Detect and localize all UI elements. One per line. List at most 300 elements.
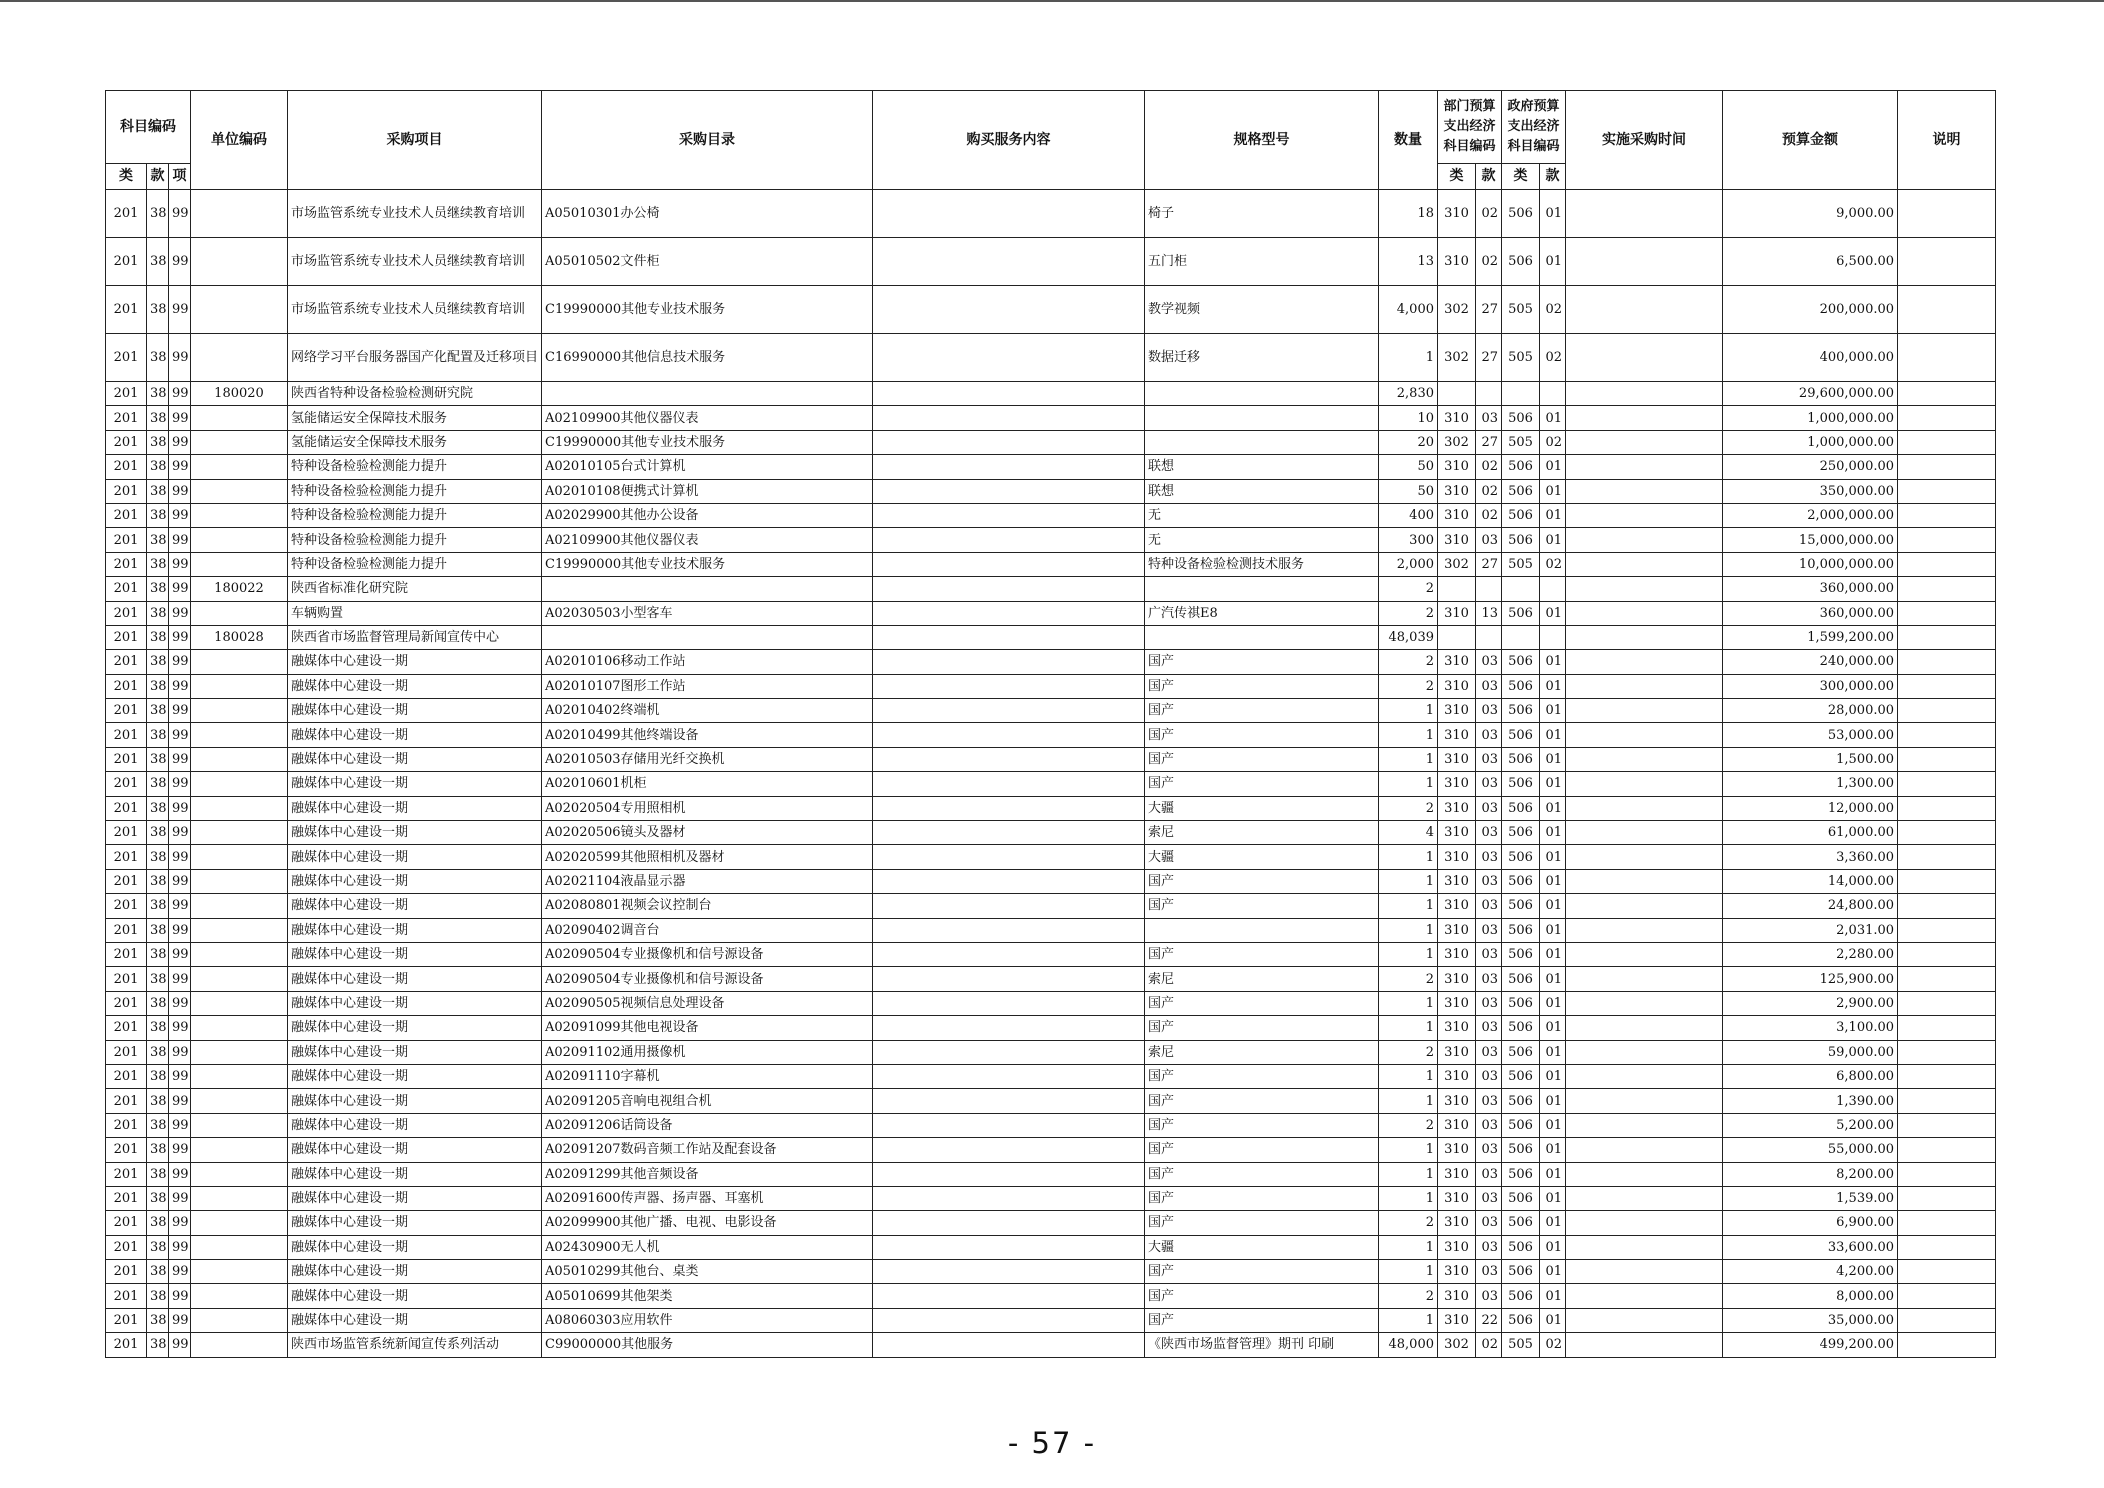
cell-amount: 360,000.00 xyxy=(1723,601,1898,625)
cell-xiang: 99 xyxy=(169,1211,191,1235)
cell-project: 氢能储运安全保障技术服务 xyxy=(288,430,542,454)
cell-note xyxy=(1898,1089,1996,1113)
cell-lei: 201 xyxy=(106,577,147,601)
cell-dept-kuan xyxy=(1476,577,1502,601)
cell-kuan: 38 xyxy=(147,528,169,552)
cell-gov-kuan: 01 xyxy=(1540,699,1566,723)
cell-dept-lei: 310 xyxy=(1438,1284,1476,1308)
cell-dept-lei: 310 xyxy=(1438,723,1476,747)
cell-note xyxy=(1898,238,1996,286)
cell-qty: 2 xyxy=(1379,650,1438,674)
cell-service xyxy=(873,699,1145,723)
cell-note xyxy=(1898,1260,1996,1284)
cell-gov-lei: 505 xyxy=(1502,552,1540,576)
cell-amount: 2,900.00 xyxy=(1723,991,1898,1015)
cell-gov-lei: 506 xyxy=(1502,1235,1540,1259)
cell-unit-code xyxy=(191,1138,288,1162)
cell-gov-lei xyxy=(1502,577,1540,601)
table-row xyxy=(106,918,1996,942)
cell-amount: 3,100.00 xyxy=(1723,1016,1898,1040)
cell-gov-kuan: 01 xyxy=(1540,1138,1566,1162)
cell-spec: 国产 xyxy=(1145,772,1379,796)
cell-dept-lei: 310 xyxy=(1438,967,1476,991)
cell-dept-lei: 310 xyxy=(1438,674,1476,698)
cell-lei: 201 xyxy=(106,1186,147,1210)
cell-gov-kuan: 01 xyxy=(1540,918,1566,942)
cell-project: 融媒体中心建设一期 xyxy=(288,1284,542,1308)
cell-spec xyxy=(1145,430,1379,454)
cell-dept-lei: 310 xyxy=(1438,479,1476,503)
cell-catalog: A05010502文件柜 xyxy=(542,238,873,286)
cell-gov-kuan: 01 xyxy=(1540,406,1566,430)
cell-project: 融媒体中心建设一期 xyxy=(288,967,542,991)
cell-catalog: A02010106移动工作站 xyxy=(542,650,873,674)
cell-service xyxy=(873,650,1145,674)
cell-lei: 201 xyxy=(106,1260,147,1284)
cell-spec xyxy=(1145,406,1379,430)
cell-unit-code xyxy=(191,1040,288,1064)
cell-amount: 29,600,000.00 xyxy=(1723,382,1898,406)
cell-qty: 1 xyxy=(1379,747,1438,771)
table-row xyxy=(106,503,1996,527)
cell-gov-kuan: 01 xyxy=(1540,869,1566,893)
cell-dept-lei: 310 xyxy=(1438,1162,1476,1186)
cell-qty: 1 xyxy=(1379,1064,1438,1088)
cell-service xyxy=(873,845,1145,869)
cell-gov-kuan: 01 xyxy=(1540,821,1566,845)
cell-gov-kuan: 01 xyxy=(1540,1089,1566,1113)
cell-gov-kuan: 01 xyxy=(1540,674,1566,698)
cell-qty: 4 xyxy=(1379,821,1438,845)
cell-service xyxy=(873,1162,1145,1186)
cell-lei: 201 xyxy=(106,625,147,649)
cell-dept-kuan: 27 xyxy=(1476,552,1502,576)
cell-service xyxy=(873,1113,1145,1137)
cell-xiang: 99 xyxy=(169,772,191,796)
cell-kuan: 38 xyxy=(147,942,169,966)
cell-kuan: 38 xyxy=(147,286,169,334)
cell-spec: 《陕西市场监督管理》期刊 印刷 xyxy=(1145,1333,1379,1357)
cell-kuan: 38 xyxy=(147,601,169,625)
cell-gov-kuan: 01 xyxy=(1540,238,1566,286)
cell-kuan: 38 xyxy=(147,918,169,942)
cell-amount: 6,500.00 xyxy=(1723,238,1898,286)
cell-qty: 1 xyxy=(1379,845,1438,869)
cell-unit-code xyxy=(191,503,288,527)
header-service: 购买服务内容 xyxy=(873,91,1145,190)
header-project: 采购项目 xyxy=(288,91,542,190)
cell-qty: 1 xyxy=(1379,772,1438,796)
cell-project: 融媒体中心建设一期 xyxy=(288,1260,542,1284)
cell-amount: 6,800.00 xyxy=(1723,1064,1898,1088)
cell-unit-code xyxy=(191,1260,288,1284)
cell-spec: 国产 xyxy=(1145,1138,1379,1162)
cell-unit-code xyxy=(191,455,288,479)
cell-service xyxy=(873,942,1145,966)
cell-gov-lei: 506 xyxy=(1502,991,1540,1015)
cell-time xyxy=(1566,625,1723,649)
cell-qty: 2,830 xyxy=(1379,382,1438,406)
cell-dept-kuan: 03 xyxy=(1476,1040,1502,1064)
cell-lei: 201 xyxy=(106,1138,147,1162)
cell-catalog: A02099900其他广播、电视、电影设备 xyxy=(542,1211,873,1235)
cell-catalog: A02020506镜头及器材 xyxy=(542,821,873,845)
cell-project: 市场监管系统专业技术人员继续教育培训 xyxy=(288,286,542,334)
cell-catalog: A02091206话筒设备 xyxy=(542,1113,873,1137)
table-row xyxy=(106,821,1996,845)
cell-dept-kuan xyxy=(1476,625,1502,649)
cell-note xyxy=(1898,577,1996,601)
cell-note xyxy=(1898,1064,1996,1088)
cell-service xyxy=(873,723,1145,747)
cell-note xyxy=(1898,723,1996,747)
cell-catalog xyxy=(542,577,873,601)
cell-catalog: C19990000其他专业技术服务 xyxy=(542,552,873,576)
table-row xyxy=(106,1186,1996,1210)
cell-note xyxy=(1898,382,1996,406)
cell-gov-kuan: 01 xyxy=(1540,1016,1566,1040)
cell-xiang: 99 xyxy=(169,674,191,698)
cell-xiang: 99 xyxy=(169,552,191,576)
cell-gov-lei xyxy=(1502,625,1540,649)
cell-kuan: 38 xyxy=(147,1162,169,1186)
cell-dept-kuan: 03 xyxy=(1476,918,1502,942)
cell-dept-kuan: 13 xyxy=(1476,601,1502,625)
table-row xyxy=(106,1113,1996,1137)
cell-project: 融媒体中心建设一期 xyxy=(288,991,542,1015)
cell-time xyxy=(1566,674,1723,698)
cell-spec: 国产 xyxy=(1145,942,1379,966)
cell-gov-kuan: 02 xyxy=(1540,1333,1566,1357)
cell-unit-code xyxy=(191,991,288,1015)
cell-time xyxy=(1566,238,1723,286)
cell-lei: 201 xyxy=(106,796,147,820)
cell-dept-kuan: 03 xyxy=(1476,1284,1502,1308)
cell-dept-lei: 310 xyxy=(1438,1308,1476,1332)
cell-spec: 国产 xyxy=(1145,894,1379,918)
cell-kuan: 38 xyxy=(147,1260,169,1284)
cell-lei: 201 xyxy=(106,942,147,966)
cell-gov-lei: 506 xyxy=(1502,699,1540,723)
cell-xiang: 99 xyxy=(169,1308,191,1332)
cell-note xyxy=(1898,190,1996,238)
cell-kuan: 38 xyxy=(147,869,169,893)
cell-qty: 400 xyxy=(1379,503,1438,527)
table-row xyxy=(106,528,1996,552)
table-row xyxy=(106,1016,1996,1040)
cell-dept-kuan: 03 xyxy=(1476,699,1502,723)
cell-note xyxy=(1898,869,1996,893)
cell-spec: 无 xyxy=(1145,503,1379,527)
cell-service xyxy=(873,1308,1145,1332)
cell-project: 融媒体中心建设一期 xyxy=(288,1064,542,1088)
cell-dept-lei: 310 xyxy=(1438,821,1476,845)
cell-service xyxy=(873,238,1145,286)
cell-xiang: 99 xyxy=(169,455,191,479)
table-row xyxy=(106,190,1996,238)
cell-spec xyxy=(1145,625,1379,649)
cell-gov-lei: 506 xyxy=(1502,238,1540,286)
cell-xiang: 99 xyxy=(169,699,191,723)
cell-gov-lei: 506 xyxy=(1502,1113,1540,1137)
cell-amount: 6,900.00 xyxy=(1723,1211,1898,1235)
cell-gov-lei: 506 xyxy=(1502,967,1540,991)
cell-amount: 59,000.00 xyxy=(1723,1040,1898,1064)
cell-gov-lei: 506 xyxy=(1502,796,1540,820)
cell-dept-kuan: 03 xyxy=(1476,1016,1502,1040)
cell-gov-kuan: 01 xyxy=(1540,1308,1566,1332)
cell-time xyxy=(1566,1186,1723,1210)
cell-lei: 201 xyxy=(106,747,147,771)
cell-gov-kuan: 01 xyxy=(1540,723,1566,747)
table-row xyxy=(106,479,1996,503)
cell-time xyxy=(1566,190,1723,238)
cell-unit-code xyxy=(191,1016,288,1040)
cell-spec: 无 xyxy=(1145,528,1379,552)
cell-amount: 2,280.00 xyxy=(1723,942,1898,966)
cell-project: 融媒体中心建设一期 xyxy=(288,650,542,674)
cell-dept-lei: 310 xyxy=(1438,650,1476,674)
cell-dept-kuan: 03 xyxy=(1476,1113,1502,1137)
table-row xyxy=(106,430,1996,454)
cell-unit-code xyxy=(191,479,288,503)
header-unit-code: 单位编码 xyxy=(191,91,288,190)
cell-kuan: 38 xyxy=(147,1186,169,1210)
cell-catalog: A02091102通用摄像机 xyxy=(542,1040,873,1064)
cell-kuan: 38 xyxy=(147,552,169,576)
header-time: 实施采购时间 xyxy=(1566,91,1723,190)
cell-amount: 240,000.00 xyxy=(1723,650,1898,674)
table-header xyxy=(106,91,1996,190)
cell-note xyxy=(1898,845,1996,869)
cell-spec xyxy=(1145,918,1379,942)
cell-catalog: A08060303应用软件 xyxy=(542,1308,873,1332)
cell-service xyxy=(873,190,1145,238)
cell-dept-lei xyxy=(1438,577,1476,601)
cell-lei: 201 xyxy=(106,674,147,698)
cell-lei: 201 xyxy=(106,1089,147,1113)
cell-gov-lei: 505 xyxy=(1502,286,1540,334)
cell-spec: 国产 xyxy=(1145,869,1379,893)
cell-unit-code xyxy=(191,845,288,869)
cell-spec: 国产 xyxy=(1145,1260,1379,1284)
cell-dept-kuan: 03 xyxy=(1476,869,1502,893)
cell-service xyxy=(873,1186,1145,1210)
cell-kuan: 38 xyxy=(147,503,169,527)
cell-qty: 1 xyxy=(1379,1162,1438,1186)
cell-kuan: 38 xyxy=(147,674,169,698)
cell-dept-lei: 302 xyxy=(1438,552,1476,576)
cell-unit-code xyxy=(191,942,288,966)
cell-service xyxy=(873,747,1145,771)
cell-dept-lei: 310 xyxy=(1438,528,1476,552)
cell-note xyxy=(1898,918,1996,942)
cell-service xyxy=(873,1284,1145,1308)
cell-gov-kuan: 01 xyxy=(1540,528,1566,552)
cell-unit-code xyxy=(191,334,288,382)
header-dept-lei: 类 xyxy=(1438,164,1476,190)
cell-lei: 201 xyxy=(106,190,147,238)
cell-catalog: C16990000其他信息技术服务 xyxy=(542,334,873,382)
cell-xiang: 99 xyxy=(169,796,191,820)
cell-spec: 大疆 xyxy=(1145,845,1379,869)
cell-gov-kuan: 02 xyxy=(1540,334,1566,382)
cell-project: 融媒体中心建设一期 xyxy=(288,772,542,796)
cell-xiang: 99 xyxy=(169,869,191,893)
cell-dept-lei: 310 xyxy=(1438,1089,1476,1113)
cell-catalog: A02080801视频会议控制台 xyxy=(542,894,873,918)
cell-note xyxy=(1898,674,1996,698)
cell-gov-lei: 506 xyxy=(1502,190,1540,238)
cell-xiang: 99 xyxy=(169,1089,191,1113)
cell-qty: 1 xyxy=(1379,1308,1438,1332)
header-catalog: 采购目录 xyxy=(542,91,873,190)
cell-amount: 360,000.00 xyxy=(1723,577,1898,601)
cell-lei: 201 xyxy=(106,406,147,430)
cell-time xyxy=(1566,1308,1723,1332)
cell-dept-lei: 302 xyxy=(1438,286,1476,334)
cell-lei: 201 xyxy=(106,699,147,723)
cell-lei: 201 xyxy=(106,1064,147,1088)
cell-catalog: A02010105台式计算机 xyxy=(542,455,873,479)
cell-catalog: C19990000其他专业技术服务 xyxy=(542,286,873,334)
cell-catalog: A02091110字幕机 xyxy=(542,1064,873,1088)
cell-amount: 250,000.00 xyxy=(1723,455,1898,479)
cell-gov-lei: 505 xyxy=(1502,334,1540,382)
cell-dept-kuan: 27 xyxy=(1476,286,1502,334)
cell-lei: 201 xyxy=(106,503,147,527)
cell-gov-kuan: 01 xyxy=(1540,1113,1566,1137)
cell-gov-kuan: 01 xyxy=(1540,479,1566,503)
cell-time xyxy=(1566,1333,1723,1357)
cell-spec: 大疆 xyxy=(1145,796,1379,820)
cell-project: 融媒体中心建设一期 xyxy=(288,942,542,966)
cell-project: 融媒体中心建设一期 xyxy=(288,1235,542,1259)
cell-note xyxy=(1898,1162,1996,1186)
cell-lei: 201 xyxy=(106,552,147,576)
cell-spec: 广汽传祺E8 xyxy=(1145,601,1379,625)
cell-dept-kuan: 02 xyxy=(1476,238,1502,286)
cell-service xyxy=(873,577,1145,601)
cell-project: 陕西市场监管系统新闻宣传系列活动 xyxy=(288,1333,542,1357)
cell-dept-kuan: 03 xyxy=(1476,821,1502,845)
cell-gov-lei: 506 xyxy=(1502,455,1540,479)
cell-catalog: A02010402终端机 xyxy=(542,699,873,723)
cell-unit-code xyxy=(191,1064,288,1088)
cell-catalog: A02091299其他音频设备 xyxy=(542,1162,873,1186)
cell-time xyxy=(1566,1211,1723,1235)
cell-catalog xyxy=(542,625,873,649)
cell-dept-lei: 310 xyxy=(1438,1016,1476,1040)
cell-dept-lei: 310 xyxy=(1438,1064,1476,1088)
cell-unit-code xyxy=(191,1308,288,1332)
cell-unit-code xyxy=(191,821,288,845)
cell-qty: 18 xyxy=(1379,190,1438,238)
cell-project: 市场监管系统专业技术人员继续教育培训 xyxy=(288,190,542,238)
cell-time xyxy=(1566,503,1723,527)
cell-gov-lei: 506 xyxy=(1502,1211,1540,1235)
cell-xiang: 99 xyxy=(169,650,191,674)
table-row xyxy=(106,334,1996,382)
cell-kuan: 38 xyxy=(147,821,169,845)
cell-note xyxy=(1898,1016,1996,1040)
cell-gov-kuan: 01 xyxy=(1540,894,1566,918)
cell-unit-code xyxy=(191,286,288,334)
table-row xyxy=(106,1138,1996,1162)
cell-dept-lei: 310 xyxy=(1438,747,1476,771)
cell-project: 融媒体中心建设一期 xyxy=(288,1211,542,1235)
cell-qty: 1 xyxy=(1379,1235,1438,1259)
cell-time xyxy=(1566,699,1723,723)
cell-note xyxy=(1898,334,1996,382)
cell-time xyxy=(1566,1016,1723,1040)
cell-service xyxy=(873,1089,1145,1113)
cell-amount: 35,000.00 xyxy=(1723,1308,1898,1332)
cell-unit-code xyxy=(191,406,288,430)
cell-dept-lei xyxy=(1438,625,1476,649)
cell-catalog: A02021104液晶显示器 xyxy=(542,869,873,893)
cell-amount: 4,200.00 xyxy=(1723,1260,1898,1284)
cell-time xyxy=(1566,1089,1723,1113)
cell-gov-kuan: 01 xyxy=(1540,1162,1566,1186)
cell-spec: 教学视频 xyxy=(1145,286,1379,334)
cell-time xyxy=(1566,1162,1723,1186)
cell-time xyxy=(1566,1260,1723,1284)
cell-dept-kuan: 03 xyxy=(1476,1186,1502,1210)
cell-lei: 201 xyxy=(106,1308,147,1332)
cell-unit-code xyxy=(191,894,288,918)
cell-gov-lei: 506 xyxy=(1502,1089,1540,1113)
cell-catalog: A02010601机柜 xyxy=(542,772,873,796)
cell-kuan: 38 xyxy=(147,1333,169,1357)
cell-gov-lei: 506 xyxy=(1502,1016,1540,1040)
table-row xyxy=(106,1260,1996,1284)
cell-amount: 8,200.00 xyxy=(1723,1162,1898,1186)
cell-qty: 2,000 xyxy=(1379,552,1438,576)
cell-dept-kuan: 03 xyxy=(1476,747,1502,771)
cell-xiang: 99 xyxy=(169,845,191,869)
cell-qty: 1 xyxy=(1379,1016,1438,1040)
cell-qty: 1 xyxy=(1379,699,1438,723)
cell-kuan: 38 xyxy=(147,430,169,454)
cell-spec: 数据迁移 xyxy=(1145,334,1379,382)
cell-gov-kuan: 01 xyxy=(1540,942,1566,966)
cell-note xyxy=(1898,528,1996,552)
cell-time xyxy=(1566,650,1723,674)
cell-gov-lei: 506 xyxy=(1502,821,1540,845)
cell-unit-code xyxy=(191,430,288,454)
cell-dept-kuan: 03 xyxy=(1476,723,1502,747)
cell-dept-lei: 310 xyxy=(1438,918,1476,942)
cell-note xyxy=(1898,650,1996,674)
table-row xyxy=(106,991,1996,1015)
cell-xiang: 99 xyxy=(169,334,191,382)
cell-dept-kuan: 02 xyxy=(1476,455,1502,479)
cell-catalog: C19990000其他专业技术服务 xyxy=(542,430,873,454)
cell-gov-kuan: 01 xyxy=(1540,1064,1566,1088)
cell-project: 融媒体中心建设一期 xyxy=(288,699,542,723)
cell-gov-kuan: 01 xyxy=(1540,1284,1566,1308)
cell-note xyxy=(1898,503,1996,527)
cell-spec: 国产 xyxy=(1145,747,1379,771)
cell-xiang: 99 xyxy=(169,967,191,991)
cell-gov-lei: 506 xyxy=(1502,918,1540,942)
cell-xiang: 99 xyxy=(169,918,191,942)
cell-dept-kuan: 03 xyxy=(1476,942,1502,966)
cell-lei: 201 xyxy=(106,650,147,674)
cell-qty: 1 xyxy=(1379,918,1438,942)
cell-catalog: A02020599其他照相机及器材 xyxy=(542,845,873,869)
